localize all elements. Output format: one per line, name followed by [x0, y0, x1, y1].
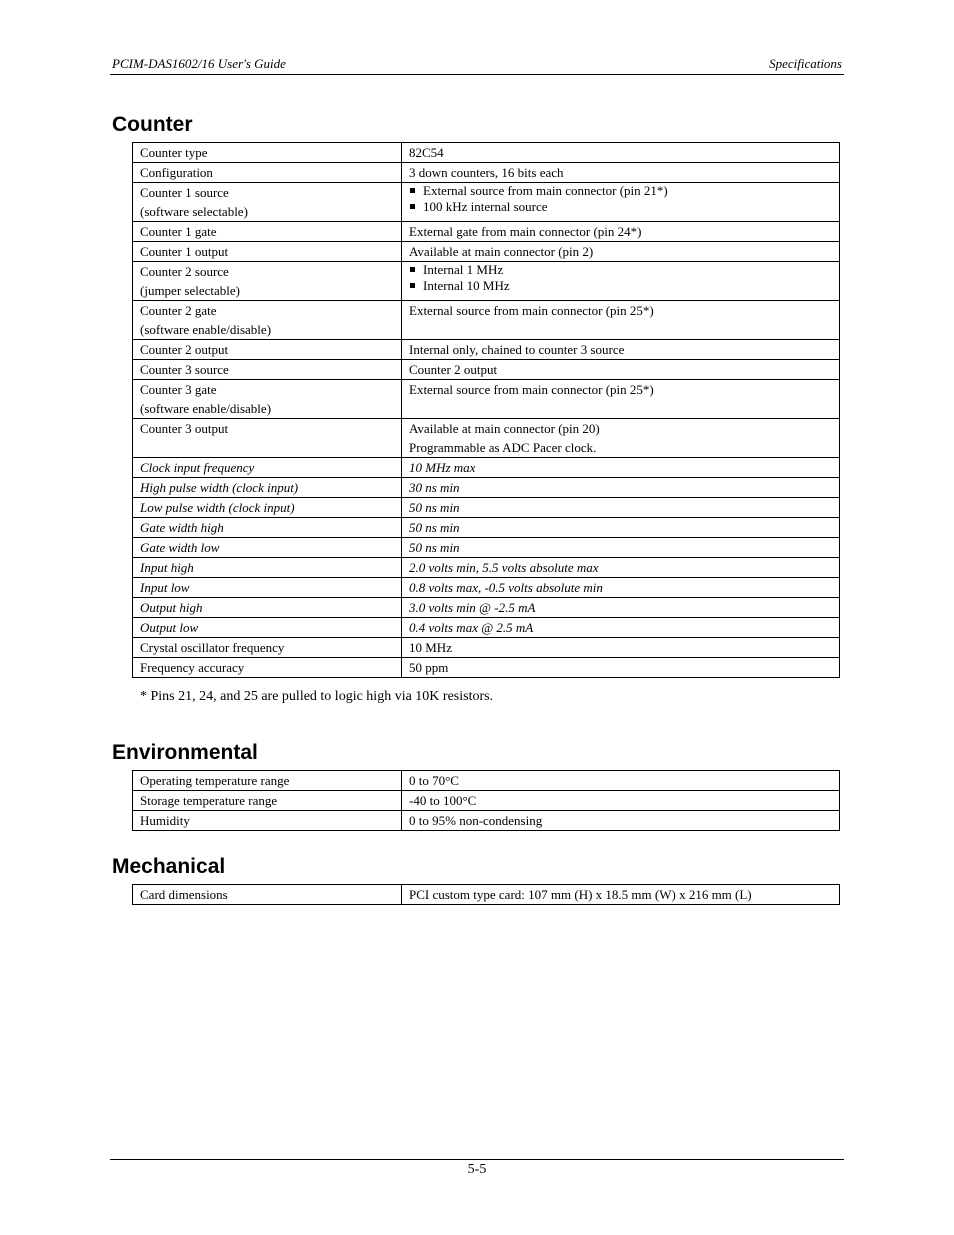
- table-row: [133, 301, 840, 340]
- spec-label: Counter type: [133, 143, 402, 163]
- spec-value-note: Programmable as ADC Pacer clock.: [409, 440, 597, 455]
- header-section-title: Specifications: [769, 56, 842, 71]
- table-row: [133, 222, 840, 242]
- bullet-item: Internal 10 MHz: [409, 278, 832, 294]
- spec-label: Counter 3 output: [133, 419, 402, 458]
- table-row: [133, 885, 840, 905]
- table-row: [133, 578, 840, 598]
- spec-label-note: (software selectable): [140, 204, 248, 219]
- spec-value: 10 MHz: [402, 638, 840, 658]
- spec-value: -40 to 100°C: [402, 791, 840, 811]
- table-row: [133, 538, 840, 558]
- spec-label: Humidity: [133, 811, 402, 831]
- spec-value-cell: [402, 262, 840, 301]
- spec-label: Low pulse width (clock input): [133, 498, 402, 518]
- spec-value: External source from main connector (pin 25*): [402, 380, 840, 419]
- spec-value: 50 ns min: [402, 538, 840, 558]
- table-row: [133, 498, 840, 518]
- mechanical-heading: Mechanical: [112, 855, 226, 878]
- spec-value: 0.8 volts max, -0.5 volts absolute min: [402, 578, 840, 598]
- spec-value: 10 MHz max: [402, 458, 840, 478]
- table-row: [133, 598, 840, 618]
- spec-label: Input high: [133, 558, 402, 578]
- spec-label: Counter 3 source: [133, 360, 402, 380]
- table-row: [133, 183, 840, 222]
- spec-value: Internal only, chained to counter 3 source: [402, 340, 840, 360]
- spec-value: 50 ppm: [402, 658, 840, 678]
- spec-value: PCI custom type card: 107 mm (H) x 18.5 mm (W) x 216 mm (L): [402, 885, 840, 905]
- spec-label: Output high: [133, 598, 402, 618]
- spec-value: 3.0 volts min @ -2.5 mA: [402, 598, 840, 618]
- spec-label-note: (jumper selectable): [140, 283, 240, 298]
- table-row: [133, 558, 840, 578]
- table-row: [133, 791, 840, 811]
- spec-value: 50 ns min: [402, 518, 840, 538]
- counter-spec-table: [132, 142, 840, 678]
- page-footer: [110, 1159, 844, 1178]
- spec-value: Counter 2 output: [402, 360, 840, 380]
- spec-value: Available at main connector (pin 2): [402, 242, 840, 262]
- spec-label-cell: [133, 301, 402, 340]
- page-header: [110, 55, 844, 75]
- spec-label-note: (software enable/disable): [140, 401, 272, 416]
- table-row: [133, 419, 840, 458]
- bullet-list: [409, 183, 832, 215]
- spec-value: External gate from main connector (pin 24*): [402, 222, 840, 242]
- spec-label: Storage temperature range: [133, 791, 402, 811]
- spec-label: Input low: [133, 578, 402, 598]
- spec-value: 0 to 95% non-condensing: [402, 811, 840, 831]
- spec-label: Gate width low: [133, 538, 402, 558]
- table-row: [133, 242, 840, 262]
- spec-label: Counter 1 source: [140, 185, 229, 200]
- spec-value: Available at main connector (pin 20): [409, 421, 600, 436]
- spec-value: 3 down counters, 16 bits each: [402, 163, 840, 183]
- spec-label: Counter 1 output: [133, 242, 402, 262]
- mechanical-spec-table: [132, 884, 840, 905]
- spec-label: Counter 2 output: [133, 340, 402, 360]
- header-document-title: PCIM-DAS1602/16 User's Guide: [112, 56, 286, 71]
- page-number: 5-5: [467, 1162, 487, 1177]
- table-row: [133, 262, 840, 301]
- spec-value-cell: [402, 419, 840, 458]
- bullet-item: External source from main connector (pin 21*): [409, 183, 832, 199]
- spec-value: 0 to 70°C: [402, 771, 840, 791]
- bullet-list: [409, 262, 832, 294]
- spec-label: Counter 1 gate: [133, 222, 402, 242]
- environmental-spec-table: [132, 770, 840, 831]
- table-row: [133, 771, 840, 791]
- bullet-item: 100 kHz internal source: [409, 199, 832, 215]
- bullet-item: Internal 1 MHz: [409, 262, 832, 278]
- spec-value: 82C54: [402, 143, 840, 163]
- spec-label: Output low: [133, 618, 402, 638]
- spec-label: Card dimensions: [133, 885, 402, 905]
- spec-value: 30 ns min: [402, 478, 840, 498]
- table-row: [133, 340, 840, 360]
- counter-heading: Counter: [112, 113, 193, 136]
- table-row: [133, 618, 840, 638]
- table-row: [133, 163, 840, 183]
- spec-label: Frequency accuracy: [133, 658, 402, 678]
- spec-label: Counter 3 gate: [140, 382, 217, 397]
- table-row: [133, 458, 840, 478]
- spec-label: Clock input frequency: [133, 458, 402, 478]
- spec-label: Counter 2 gate: [140, 303, 217, 318]
- table-row: [133, 811, 840, 831]
- spec-label: Gate width high: [133, 518, 402, 538]
- spec-value: 2.0 volts min, 5.5 volts absolute max: [402, 558, 840, 578]
- spec-label-cell: [133, 380, 402, 419]
- table-row: [133, 360, 840, 380]
- table-row: [133, 518, 840, 538]
- spec-label: Crystal oscillator frequency: [133, 638, 402, 658]
- spec-label-cell: [133, 262, 402, 301]
- pins-footnote: * Pins 21, 24, and 25 are pulled to logic high via 10K resistors.: [140, 689, 494, 704]
- spec-value-cell: [402, 183, 840, 222]
- spec-label: Operating temperature range: [133, 771, 402, 791]
- spec-label: Counter 2 source: [140, 264, 229, 279]
- table-row: [133, 143, 840, 163]
- table-row: [133, 638, 840, 658]
- spec-label-note: (software enable/disable): [140, 322, 272, 337]
- spec-value: External source from main connector (pin 25*): [402, 301, 840, 340]
- table-row: [133, 478, 840, 498]
- spec-label-cell: [133, 183, 402, 222]
- spec-label: High pulse width (clock input): [133, 478, 402, 498]
- spec-value: 0.4 volts max @ 2.5 mA: [402, 618, 840, 638]
- spec-value: 50 ns min: [402, 498, 840, 518]
- spec-label: Configuration: [133, 163, 402, 183]
- environmental-heading: Environmental: [112, 741, 258, 764]
- table-row: [133, 380, 840, 419]
- table-row: [133, 658, 840, 678]
